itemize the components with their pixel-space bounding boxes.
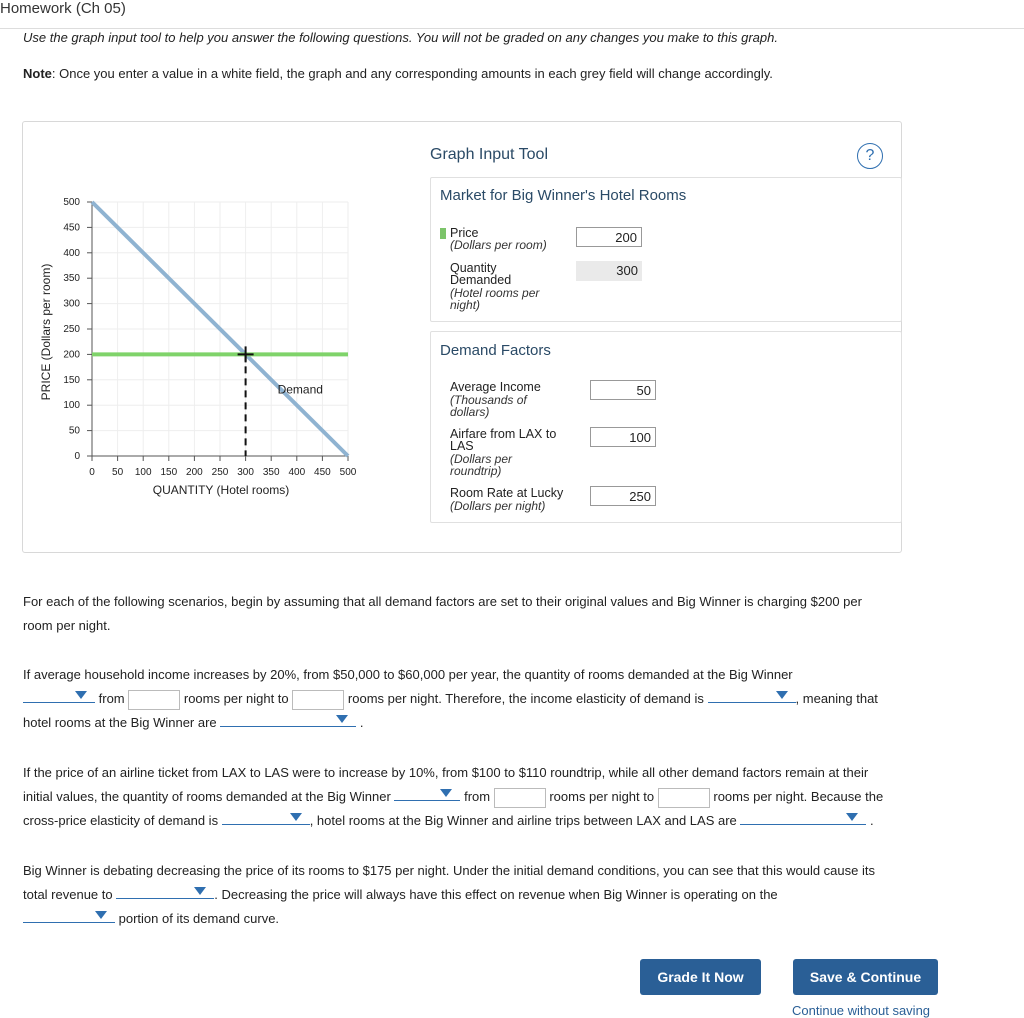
save-continue-button[interactable]: Save & Continue: [793, 959, 938, 995]
q1-meaning: , meaning that: [795, 691, 878, 706]
page-title: Homework (Ch 05): [0, 0, 126, 17]
q1-rooms-to: rooms per night to: [183, 691, 289, 706]
q2-direction-dropdown[interactable]: [394, 786, 460, 801]
y-tick-label: 450: [63, 222, 80, 234]
q1-text: If average household income increases by 20%, from $50,000 to $60,000 per year, the quantity of rooms demanded at the Big Winner: [23, 667, 793, 682]
question-3: [23, 859, 1013, 931]
chevron-down-icon: [75, 691, 87, 699]
chevron-down-icon: [336, 715, 348, 723]
q1-from-input[interactable]: [128, 690, 180, 710]
x-tick-label: 250: [211, 467, 229, 478]
quantity-label-1: Quantity: [450, 261, 497, 275]
y-tick-label: 50: [68, 425, 80, 437]
q3-decreasing: . Decreasing the price will always have this effect on revenue when Big Winner is operating on the: [214, 887, 778, 902]
x-tick-label: 150: [160, 467, 178, 478]
q2-end: .: [870, 813, 874, 828]
quantity-label-2: Demanded: [450, 273, 512, 287]
note-text: [23, 66, 773, 81]
lucky-label: Room Rate at Lucky: [450, 486, 564, 500]
q2-sign-dropdown[interactable]: [222, 810, 310, 825]
q3-portion-dropdown[interactable]: [23, 908, 115, 923]
q2-from-input[interactable]: [494, 788, 546, 808]
chevron-down-icon: [194, 887, 206, 895]
y-tick-label: 200: [63, 349, 80, 361]
y-tick-label: 300: [63, 298, 80, 310]
q2-relation-dropdown[interactable]: [740, 810, 866, 825]
airfare-unit-2: roundtrip): [450, 464, 502, 478]
x-tick-label: 300: [237, 467, 254, 478]
question-1: [23, 663, 1013, 735]
chevron-down-icon: [846, 813, 858, 821]
scenario-intro: [23, 590, 983, 638]
chevron-down-icon: [440, 789, 452, 797]
y-tick-label: 0: [74, 451, 80, 462]
intro-text: Use the graph input tool to help you answer the following questions. You will not be graded on any changes you make to this graph.: [23, 30, 778, 45]
x-tick-label: 0: [89, 467, 95, 478]
demand-chart[interactable]: [22, 122, 422, 522]
chevron-down-icon: [290, 813, 302, 821]
y-tick-label: 150: [63, 374, 80, 386]
income-unit-1: (Thousands of: [450, 393, 527, 407]
scenario-intro-line1: For each of the following scenarios, begin by assuming that all demand factors are set to their original values and Big Winner is charging $200 per: [23, 594, 862, 609]
q2-rooms-to: rooms per night to: [549, 789, 655, 804]
y-tick-label: 250: [63, 324, 80, 335]
airfare-label-1: Airfare from LAX to: [450, 427, 557, 441]
graph-tool-title: Graph Input Tool: [430, 146, 549, 163]
price-label: Price: [450, 226, 479, 240]
income-label: Average Income: [450, 380, 541, 394]
x-tick-label: 350: [262, 467, 280, 478]
price-input[interactable]: 200: [576, 227, 642, 247]
chevron-down-icon: [776, 691, 788, 699]
q1-from: from: [98, 691, 125, 706]
q1-therefore: rooms per night. Therefore, the income elasticity of demand is: [347, 691, 704, 706]
airfare-unit-1: (Dollars per: [450, 452, 513, 466]
chevron-down-icon: [95, 911, 107, 919]
demand-factors-title: Demand Factors: [440, 342, 551, 359]
q2-cross: cross-price elasticity of demand is: [23, 813, 219, 828]
price-unit: (Dollars per room): [450, 238, 547, 252]
y-tick-label: 400: [63, 247, 80, 259]
airfare-label-2: LAS: [450, 439, 474, 453]
q2-text1: If the price of an airline ticket from LAX to LAS were to increase by 10%, from $100 to $110 roundtrip, while all other demand factors remain at their: [23, 765, 869, 780]
q1-direction-dropdown[interactable]: [23, 688, 95, 703]
quantity-output: 300: [576, 261, 642, 281]
quantity-unit-1: (Hotel rooms per: [450, 286, 540, 300]
x-tick-label: 500: [339, 467, 357, 478]
question-2: [23, 761, 1013, 833]
header-divider: [0, 28, 1024, 29]
y-tick-label: 350: [63, 273, 80, 285]
q2-to-input[interactable]: [658, 788, 710, 808]
lucky-unit: (Dollars per night): [450, 499, 546, 513]
grade-it-now-button[interactable]: Grade It Now: [640, 959, 761, 995]
q2-because: rooms per night. Because the: [713, 789, 884, 804]
q1-elasticity-dropdown[interactable]: [708, 688, 796, 703]
q3-text1: Big Winner is debating decreasing the price of its rooms to $175 per night. Under the initial demand conditions, you can see that this would cause its: [23, 863, 875, 878]
continue-without-saving-link[interactable]: Continue without saving: [792, 1003, 931, 1018]
scenario-intro-line2: room per night.: [23, 618, 111, 633]
y-tick-label: 500: [63, 197, 80, 208]
q3-portion: portion of its demand curve.: [118, 911, 280, 926]
price-color-marker: [440, 228, 446, 239]
market-title: Market for Big Winner's Hotel Rooms: [440, 187, 687, 204]
demand-curve-label: Demand: [277, 382, 323, 397]
q2-text2: initial values, the quantity of rooms demanded at the Big Winner: [23, 789, 391, 804]
income-input[interactable]: 50: [590, 380, 656, 400]
x-tick-label: 200: [186, 467, 203, 478]
x-tick-label: 100: [134, 467, 152, 478]
x-tick-label: 400: [288, 467, 306, 478]
lucky-input[interactable]: 250: [590, 486, 656, 506]
q1-end: .: [359, 715, 364, 730]
x-tick-label: 50: [112, 467, 124, 478]
note-bold: Note: [23, 66, 52, 81]
help-icon[interactable]: ?: [857, 143, 883, 169]
chart-ticks: [63, 197, 356, 478]
q1-hotel: hotel rooms at the Big Winner are: [23, 715, 217, 730]
quantity-unit-2: night): [450, 298, 481, 312]
q3-total: total revenue to: [23, 887, 113, 902]
q2-hotel: , hotel rooms at the Big Winner and airline trips between LAX and LAS are: [309, 813, 737, 828]
x-axis-label: QUANTITY (Hotel rooms): [152, 483, 290, 497]
y-axis-label: PRICE (Dollars per room): [39, 263, 53, 401]
q2-from: from: [464, 789, 491, 804]
note-body: : Once you enter a value in a white field, the graph and any corresponding amounts in each grey field will change accordingly.: [51, 66, 773, 81]
income-unit-2: dollars): [450, 405, 490, 419]
x-tick-label: 450: [314, 467, 331, 478]
airfare-input[interactable]: 100: [590, 427, 656, 447]
q1-to-input[interactable]: [292, 690, 344, 710]
q1-good-type-dropdown[interactable]: [220, 712, 356, 727]
y-tick-label: 100: [63, 400, 80, 412]
q3-revenue-dropdown[interactable]: [116, 884, 214, 899]
